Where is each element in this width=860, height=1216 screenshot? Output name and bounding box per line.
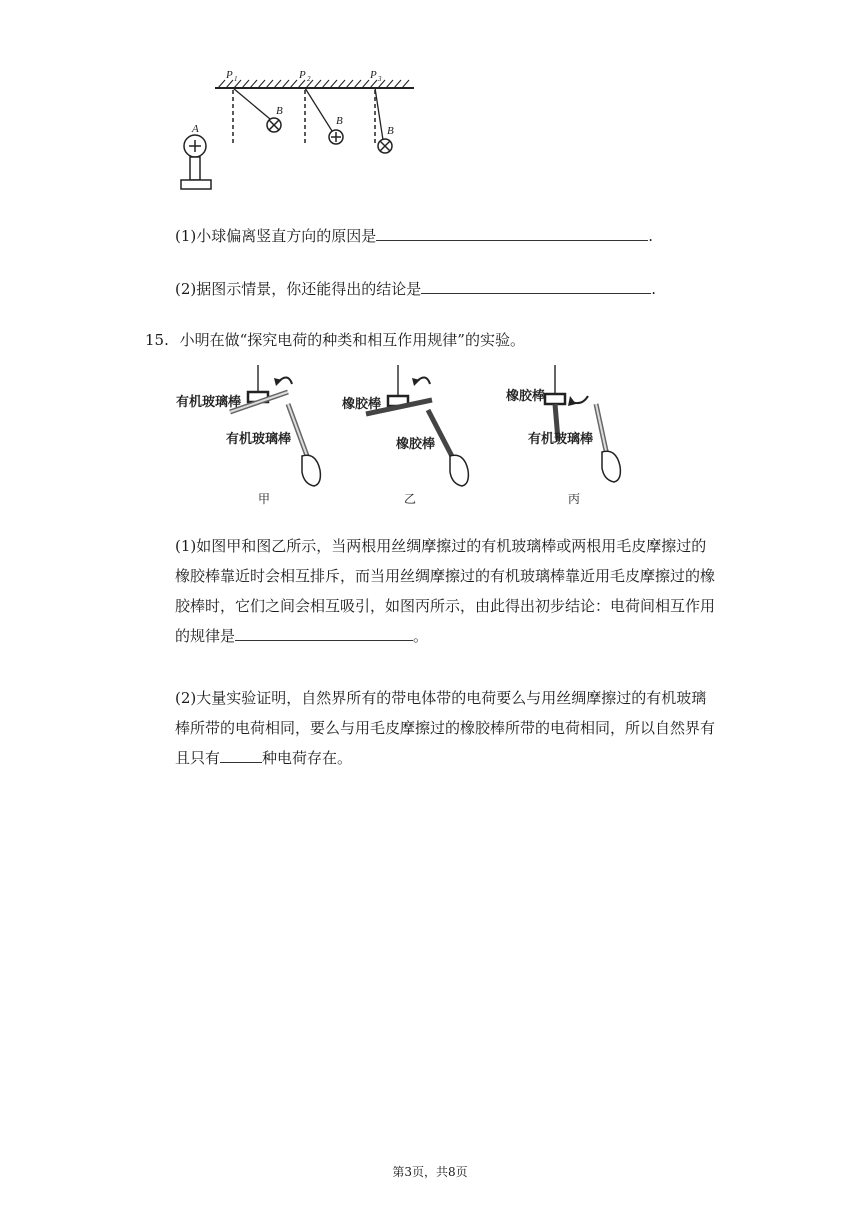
- q15-part1: (1)如图甲和图乙所示，当两根用丝绸摩擦过的有机玻璃棒或两根用毛皮摩擦过的 橡胶棒靠近时会相互排斥，而当用丝绸摩擦过的有机玻璃棒靠近用毛皮摩擦过的橡 胶棒时，它们之间会相互吸引，如图丙所示，由此得出初步结论：电荷间相互作用 的规律是 。: [175, 537, 716, 645]
- charged-sphere-a: [181, 135, 211, 189]
- q14-part2: (2)据图示情景，你还能得出的结论是 .: [175, 280, 657, 298]
- answer-blank-4[interactable]: [220, 748, 262, 763]
- label-top-yi: 橡胶棒: [342, 397, 382, 412]
- label-top-bing: 橡胶棒: [506, 389, 546, 404]
- answer-blank-2[interactable]: [421, 279, 651, 294]
- q14-part1: (1)小球偏离竖直方向的原因是 .: [175, 227, 654, 245]
- label-b3: B: [387, 125, 394, 137]
- label-a: A: [192, 123, 199, 135]
- pendulum-figure: [170, 64, 430, 200]
- ball-b2: [329, 130, 343, 144]
- panel-bing: [506, 365, 620, 506]
- question-stem: 小明在做“探究电荷的种类和相互作用规律”的实验。: [179, 331, 525, 349]
- rods-figure: [170, 360, 640, 512]
- label-b1: B: [276, 105, 283, 117]
- q15-part2: (2)大量实验证明，自然界所有的带电体带的电荷要么与用丝绸摩擦过的有机玻璃 棒所带的电荷相同，要么与用毛皮摩擦过的橡胶棒所带的电荷相同，所以自然界有 且只有 种电荷存在。: [175, 689, 716, 767]
- caption-jia: 甲: [258, 492, 271, 506]
- label-b2: B: [336, 115, 343, 127]
- page-footer: 第3页，共8页: [392, 1165, 468, 1179]
- caption-bing: 丙: [568, 492, 581, 506]
- question-number: 15.: [145, 331, 169, 349]
- svg-text:2: 2: [307, 75, 311, 83]
- caption-yi: 乙: [404, 492, 417, 506]
- ball-b1: [267, 118, 281, 132]
- svg-text:1: 1: [234, 75, 238, 83]
- label-hand-jia: 有机玻璃棒: [226, 432, 292, 447]
- label-p3: P: [370, 69, 377, 81]
- label-top-jia: 有机玻璃棒: [176, 395, 242, 410]
- label-p2: P: [299, 69, 306, 81]
- label-hand-bing: 有机玻璃棒: [528, 432, 594, 447]
- ball-b3: [378, 139, 392, 153]
- answer-blank-1[interactable]: [376, 226, 648, 241]
- panel-yi: [342, 365, 468, 506]
- panel-jia: [176, 365, 320, 506]
- label-hand-yi: 橡胶棒: [396, 437, 436, 452]
- answer-blank-3[interactable]: [235, 626, 413, 641]
- q15-stem: [145, 330, 525, 350]
- svg-text:3: 3: [378, 75, 382, 83]
- label-p1: P: [226, 69, 233, 81]
